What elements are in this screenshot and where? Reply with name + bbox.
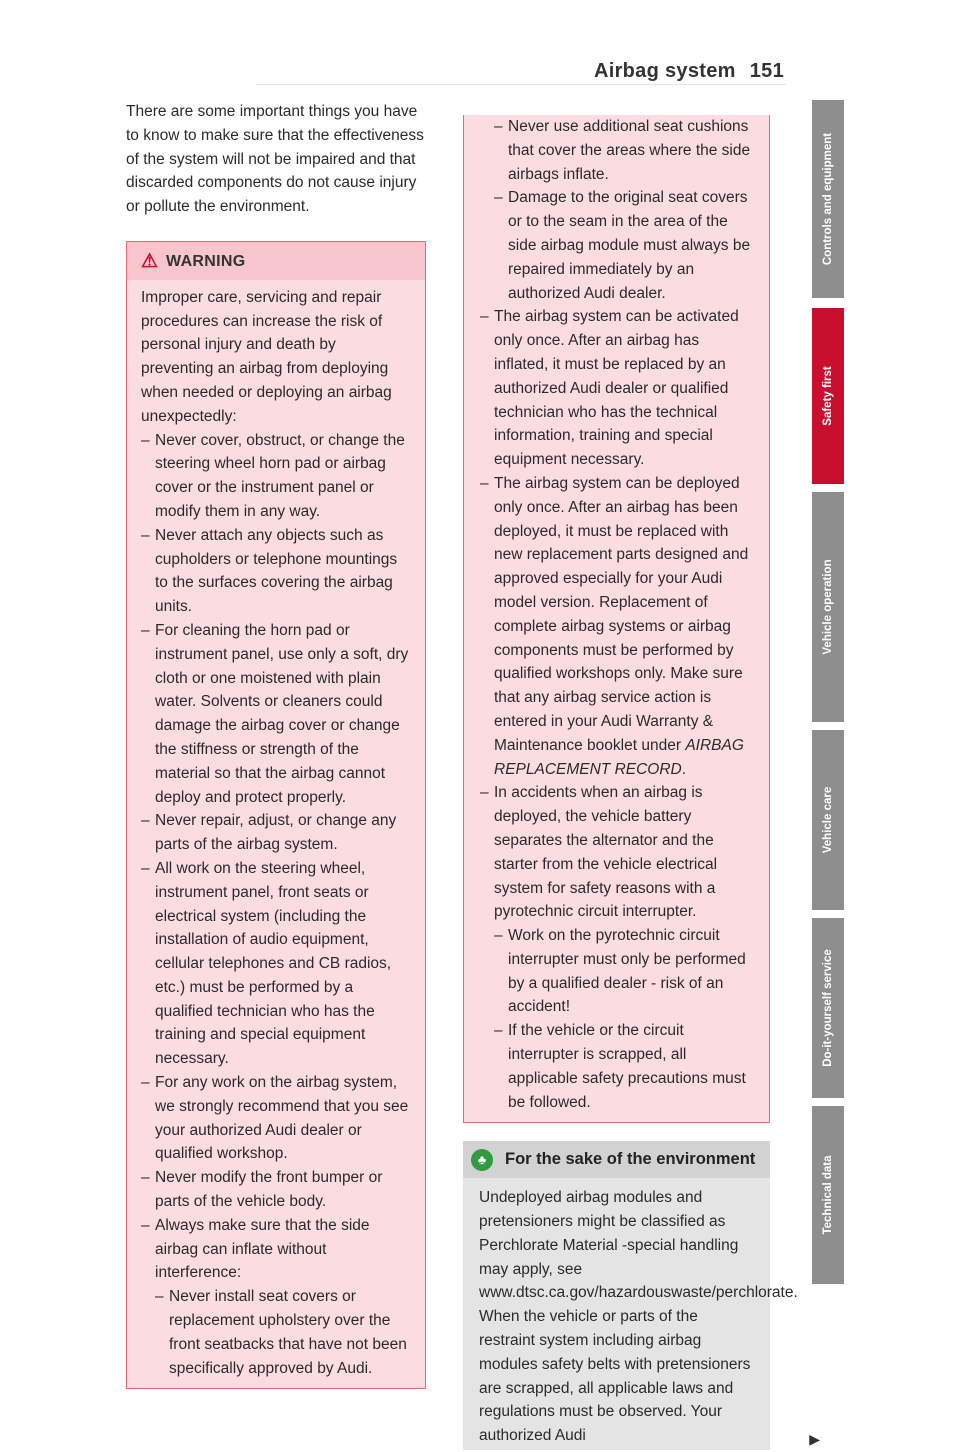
tab-vehicle-operation[interactable]: Vehicle operation <box>812 492 844 722</box>
environment-text: Undeployed airbag modules and pretensioners might be classified as Perchlorate Material -special handling may apply, see www.dtsc.ca.gov/hazardouswaste/perchlorate. When the vehicle or parts of the restraint system including airbag modules safety belts with pretensioners are scrapped, all applicable laws and regulations must be observed. Your authorized Audi <box>479 1189 798 1445</box>
list-item: – Never cover, obstruct, or change the steering wheel horn pad or airbag cover or the instrument panel or modify them in any way. <box>141 431 405 520</box>
warning-box <box>126 241 426 1389</box>
list-item: – All work on the steering wheel, instrument panel, front seats or electrical system (including the installation of audio equipment, cellular telephones and CB radios, etc.) must be performed by a qualified technician who has the training and special equipment necessary. <box>141 859 392 1068</box>
sub-list-item: – Never use additional seat cushions that cover the areas where the side airbags inflate. <box>494 118 751 183</box>
tab-do-it-yourself-service[interactable]: Do-it-yourself service <box>812 918 844 1098</box>
list-item: – Always make sure that the side airbag can inflate without interference: <box>141 1216 370 1282</box>
list-item: – Never attach any objects such as cupholders or telephone mountings to the surfaces covering the airbag units. <box>141 526 398 616</box>
page-header <box>594 60 784 83</box>
warning-list-continued <box>480 305 755 924</box>
sub-list-item: – Work on the pyrotechnic circuit interrupter must only be performed by a qualified dealer - risk of an accident! <box>494 927 746 1016</box>
list-item: – The airbag system can be deployed only once. After an airbag has been deployed, it must be replaced with new replacement parts designed and approved especially for your Audi model version. Replacement of complete airbag systems or airbag components must be performed by qualified workshops only. Make sure that any airbag service action is entered in your Audi Warranty & Maintenance booklet under AIRBAG REPLACEMENT RECORD. <box>480 474 749 778</box>
section-title: Airbag system <box>593 60 736 82</box>
record-reference: AIRBAG REPLACEMENT RECORD <box>494 736 744 778</box>
environment-title: For the sake of the environment <box>505 1150 756 1169</box>
continue-arrow-icon: ▶ <box>809 1431 820 1448</box>
tab-safety-first[interactable]: Safety first <box>812 308 844 484</box>
warning-box-continued <box>463 115 770 1123</box>
pyrotechnic-sublist <box>480 924 755 1114</box>
warning-header <box>127 242 425 280</box>
header-rule <box>256 84 786 85</box>
environment-leaf-icon: ♣ <box>471 1149 493 1171</box>
environment-body <box>463 1178 820 1450</box>
warning-title: WARNING <box>166 252 246 270</box>
environment-header <box>463 1141 770 1178</box>
sub-list-item: – Damage to the original seat covers or to the seam in the area of the side airbag module must always be repaired immediately by an authorized Audi dealer. <box>494 189 751 302</box>
tab-technical-data[interactable]: Technical data <box>812 1106 844 1284</box>
sub-list-item: – If the vehicle or the circuit interrupter is scrapped, all applicable safety precautions must be followed. <box>494 1022 746 1111</box>
list-item: – For cleaning the horn pad or instrument panel, use only a soft, dry cloth or one moistened with plain water. Solvents or cleaners could damage the airbag cover or change the stiffness or strength of the material so that the airbag cannot deploy and protect properly. <box>141 621 409 806</box>
list-item: – For any work on the airbag system, we strongly recommend that you see your authorized Audi dealer or qualified workshop. <box>141 1074 409 1163</box>
right-column <box>463 115 820 1450</box>
side-airbag-sublist <box>141 1285 409 1380</box>
tab-controls-and-equipment[interactable]: Controls and equipment <box>812 100 844 298</box>
tab-vehicle-care[interactable]: Vehicle care <box>812 730 844 910</box>
sub-list-item: – Never install seat covers or replacement upholstery over the front seatbacks that have not been specifically approved by Audi. <box>155 1288 407 1377</box>
warning-lead: Improper care, servicing and repair procedures can increase the risk of personal injury and death by preventing an airbag from deploying when needed or deploying an airbag unexpectedly: <box>141 288 392 425</box>
left-column <box>126 100 426 1389</box>
list-item: – Never modify the front bumper or parts of the vehicle body. <box>141 1169 383 1211</box>
page-number: 151 <box>749 60 784 82</box>
warning-list <box>141 429 409 1286</box>
intro-paragraph: There are some important things you have to know to make sure that the effectiveness of the system will not be impaired and that discarded components do not cause injury or pollute the environment. <box>126 103 424 216</box>
side-airbag-sublist-continued <box>480 115 755 305</box>
list-item: – In accidents when an airbag is deployed, the vehicle battery separates the alternator and the starter from the vehicle electrical system for safety reasons with a pyrotechnic circuit interrupter. <box>480 784 718 921</box>
environment-box <box>463 1141 820 1450</box>
list-item: – Never repair, adjust, or change any parts of the airbag system. <box>141 812 397 854</box>
list-item: – The airbag system can be activated only once. After an airbag has inflated, it must be replaced by an authorized Audi dealer or qualified technician who has the technical information, training and special equipment necessary. <box>480 308 739 469</box>
warning-triangle-icon: ⚠ <box>141 250 159 272</box>
